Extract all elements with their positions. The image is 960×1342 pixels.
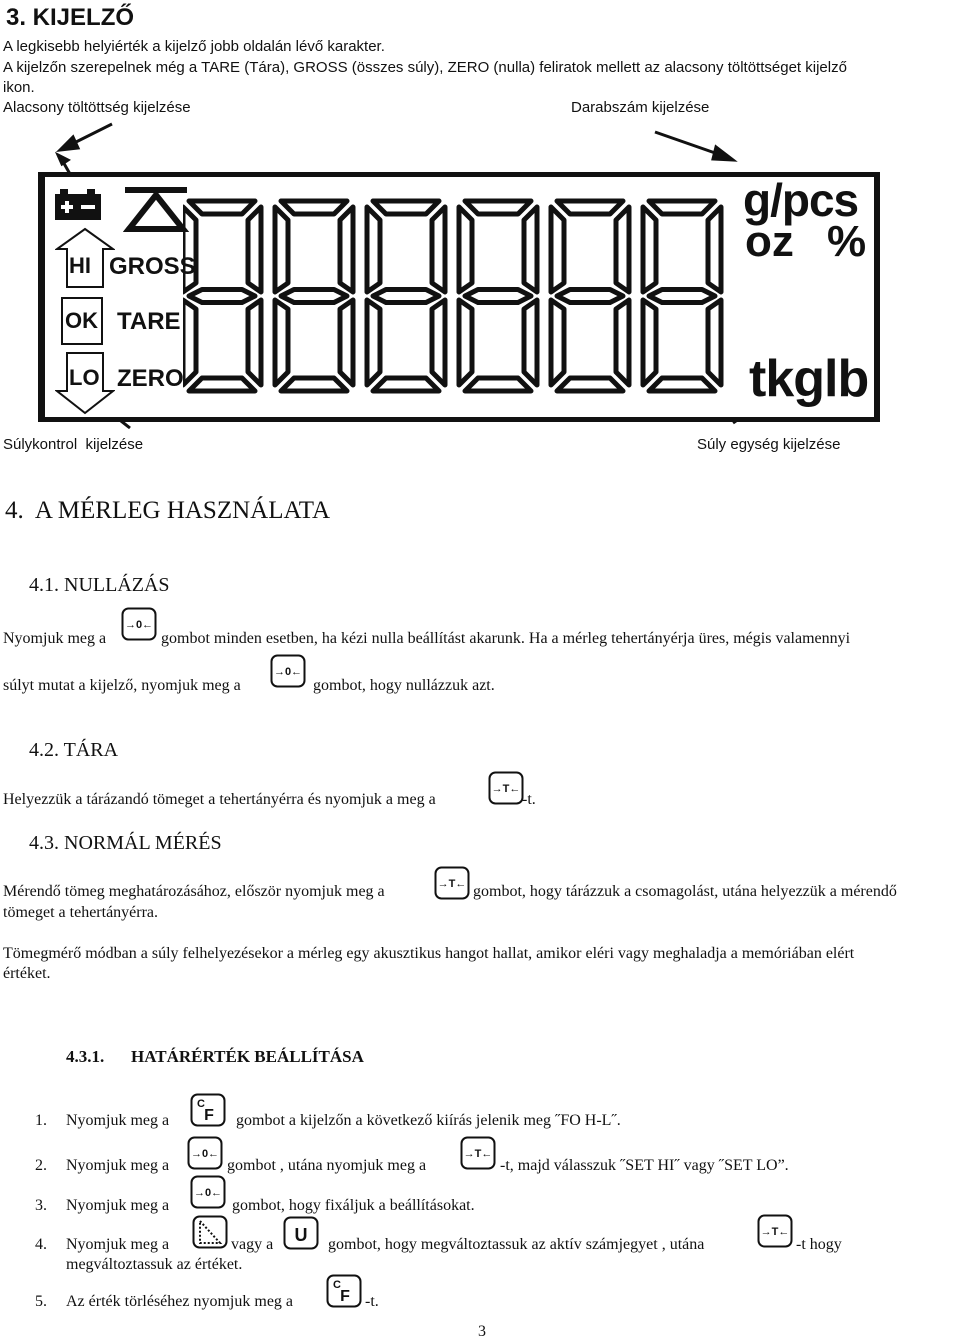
paragraph-line: A legkisebb helyiérték a kijelző jobb oldalán lévő karakter. [3, 38, 385, 55]
section-heading-3: 3. KIJELZŐ [6, 4, 135, 31]
lo-indicator [55, 351, 113, 413]
svg-text:→0←: →0← [190, 1148, 220, 1160]
step-text: -t, majd válasszuk ˝SET HI˝ vagy ˝SET LO”. [500, 1157, 789, 1174]
step-text: gombot, hogy fixáljuk a beállításokat. [232, 1197, 475, 1214]
paragraph-text: Helyezzük a tárázandó tömeget a tehertányérra és nyomjuk a meg a [3, 791, 436, 808]
unit-gpcs: g/pcs [743, 174, 859, 226]
paragraph-text: Tömegmérő módban a súly felhelyezésekor a mérleg egy akusztikus hangot hallat, amikor eléri vagy meghaladja a memóriában elért [3, 945, 855, 962]
tare-label: TARE [117, 308, 181, 335]
svg-text:→0←: →0← [124, 619, 154, 631]
paragraph-text: gombot minden esetben, ha kézi nulla beállítást akarunk. Ha a mérleg tehertányérja üres, mégis valamennyi [161, 630, 851, 647]
zero-enter-key-icon [190, 1175, 226, 1214]
step-text: Nyomjuk meg a [66, 1197, 170, 1214]
digit-segment-group [551, 201, 629, 391]
svg-text:→T←: →T← [760, 1226, 790, 1238]
arrow-count [655, 132, 733, 160]
step-number: 5. [35, 1293, 47, 1310]
svg-text:C: C [333, 1279, 341, 1291]
ok-label: OK [65, 308, 98, 333]
svg-text:→T←: →T← [437, 878, 467, 890]
paragraph-line: ikon. [3, 79, 35, 96]
step-text: gombot, hogy megváltoztassuk az aktív számjegyet , utána [328, 1236, 705, 1253]
digit-segment-group [275, 201, 353, 391]
step-text: gombot a kijelzőn a következő kiírás jelenik meg ˝FO H-L˝. [236, 1112, 621, 1129]
step-number: 1. [35, 1112, 47, 1129]
svg-text:F: F [204, 1107, 214, 1124]
digit-segment-group [459, 201, 537, 391]
paragraph-line: A kijelzőn szerepelnek még a TARE (Tára), GROSS (összes súly), ZERO (nulla) feliratok mellett az alacsony töltöttséget kijelző [3, 59, 847, 76]
digits-area [183, 197, 743, 407]
step-text: Nyomjuk meg a [66, 1157, 170, 1174]
paragraph-text: értéket. [3, 965, 51, 982]
label-unit: Súly egység kijelzése [697, 436, 841, 453]
u-key-icon [283, 1216, 319, 1255]
cf-key-icon [190, 1093, 226, 1132]
tare-key-icon [757, 1214, 793, 1253]
step-number: 4. [35, 1236, 47, 1253]
gross-label: GROSS [109, 253, 196, 280]
zero-label: ZERO [117, 365, 184, 392]
step-text: Az érték törléséhez nyomjuk meg a [66, 1293, 294, 1310]
svg-text:F: F [340, 1288, 350, 1305]
digit-segment-group [643, 201, 721, 391]
subsection-heading: HATÁRÉRTÉK BEÁLLÍTÁSA [131, 1047, 364, 1066]
tare-key-icon [460, 1136, 496, 1175]
label-count: Darabszám kijelzése [571, 99, 710, 116]
paragraph-text: tömeget a tehertányérra. [3, 904, 159, 921]
label-low-battery: Alacsony töltöttség kijelzése [3, 99, 191, 116]
paragraph-text: Mérendő tömeg meghatározásához, először nyomjuk meg a [3, 883, 385, 900]
unit-oz: oz [745, 217, 794, 266]
scale-icon [123, 185, 191, 238]
step-number: 2. [35, 1157, 47, 1174]
paragraph-text: gombot, hogy nullázzuk azt. [313, 677, 495, 694]
paragraph-text: gombot, hogy tárázzuk a csomagolást, utána helyezzük a mérendő [473, 883, 897, 900]
digit-segment-group [367, 201, 445, 391]
paragraph-text: súlyt mutat a kijelző, nyomjuk meg a [3, 677, 241, 694]
paragraph-text: Nyomjuk meg a [3, 630, 107, 647]
section-heading-4-2: 4.2. TÁRA [29, 739, 119, 761]
page-number: 3 [478, 1323, 486, 1340]
svg-text:→T←: →T← [491, 783, 521, 795]
digit-segment-group [183, 201, 261, 391]
ok-indicator [61, 297, 103, 345]
step-text: Nyomjuk meg a [66, 1236, 170, 1253]
svg-text:→0←: →0← [273, 666, 303, 678]
unit-percent: % [827, 217, 867, 266]
step-text: -t hogy [796, 1236, 842, 1253]
step-text: Nyomjuk meg a [66, 1112, 170, 1129]
svg-text:C: C [197, 1098, 205, 1110]
step-text: gombot , utána nyomjuk meg a [227, 1157, 427, 1174]
unit-tkglb: tkglb [749, 350, 869, 408]
section-heading-4-3: 4.3. NORMÁL MÉRÉS [29, 832, 222, 854]
zero-key-icon [270, 654, 306, 693]
lcd-display [38, 172, 880, 422]
svg-text:U: U [294, 1225, 308, 1245]
cf-key-icon [326, 1274, 362, 1313]
step-text: vagy a [231, 1236, 274, 1253]
section-heading-4: 4. A MÉRLEG HASZNÁLATA [5, 497, 331, 524]
label-checkweigh: Súlykontrol kijelzése [3, 436, 144, 453]
zero-key-icon [121, 607, 157, 646]
section-heading-4-1: 4.1. NULLÁZÁS [29, 574, 170, 596]
battery-icon [53, 189, 101, 219]
shift-key-icon [192, 1215, 228, 1254]
arrow-low-battery [58, 124, 112, 174]
step-text: megváltoztassuk az értéket. [66, 1256, 243, 1273]
step-number: 3. [35, 1197, 47, 1214]
paragraph-text: -t. [522, 791, 536, 808]
zero-enter-key-icon [187, 1136, 223, 1175]
hi-label: HI [69, 253, 91, 278]
tare-key-icon [434, 866, 470, 905]
hi-indicator [55, 227, 113, 287]
svg-text:→T←: →T← [463, 1148, 493, 1160]
step-text: -t. [365, 1293, 379, 1310]
svg-text:→0←: →0← [193, 1187, 223, 1199]
tare-key-icon [488, 771, 524, 810]
subsection-number: 4.3.1. [66, 1047, 105, 1066]
lo-label: LO [69, 365, 100, 390]
